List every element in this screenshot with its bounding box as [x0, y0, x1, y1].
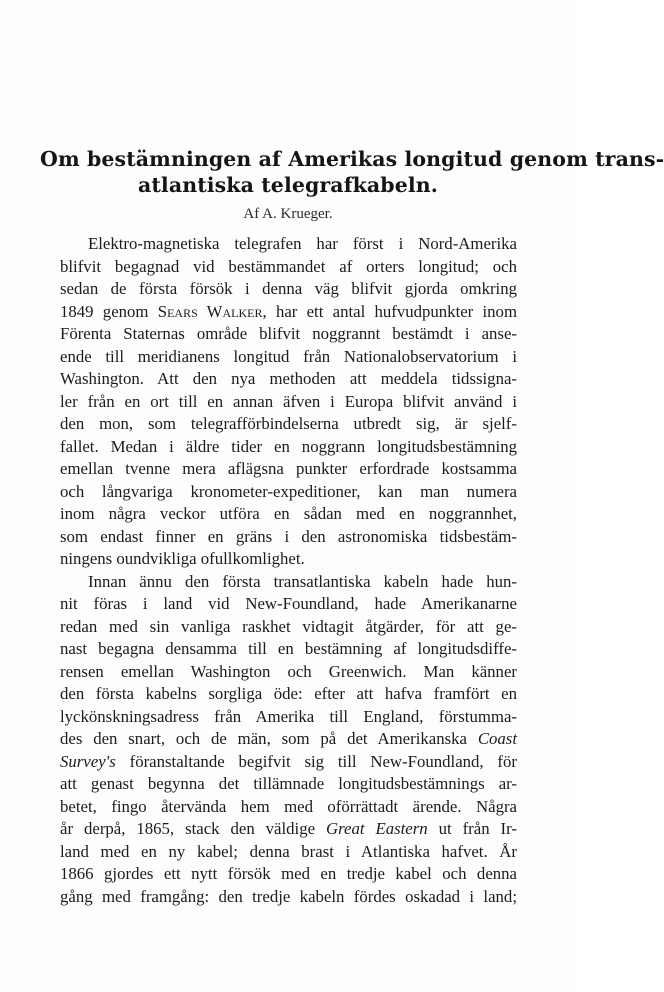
body-line: som endast finner en gräns i den astronomiska tidsbestäm-	[60, 526, 517, 546]
body-line: att genast begynna det tillämnade longitudsbestämnings ar-	[60, 774, 517, 793]
author-name-smallcaps: Sears Walker	[157, 301, 263, 321]
body-line: ende till meridianens longitud från Nationalobservatorium i	[60, 346, 517, 366]
body-line: 1866 gjordes ett nytt försök med en tredje kabel och denna	[60, 864, 517, 883]
body-line	[60, 751, 517, 774]
body-line: sedan de första försök i denna väg blifvit gjorda omkring	[60, 279, 517, 298]
body-line: den mon, som telegrafförbindelserna utbredt sig, är sjelf-	[60, 414, 517, 433]
body-line: betet, fingo återvända hem med oförrättadt ärende. Några	[60, 796, 517, 816]
body-line: inom några veckor utföra en sådan med en noggrannhet,	[60, 504, 517, 523]
body-line: land med en ny kabel; denna brast i Atlantiska hafvet. År	[60, 841, 517, 861]
body-text-segment: , har ett antal hufvudpunkter inom	[262, 301, 518, 321]
body-line: Förenta Staternas område blifvit noggrannt bestämdt i anse-	[60, 324, 517, 343]
body-line: emellan tvenne mera aflägsna punkter erfordrade kostsamma	[60, 459, 517, 478]
body-line: och långvariga kronometer-expeditioner, kan man numera	[60, 481, 517, 501]
author-byline: Af A. Krueger.	[243, 206, 333, 222]
body-text-segment: föranstaltande begifvit sig till New-Foundland, för	[129, 751, 518, 771]
body-line: gång med framgång: den tredje kabeln fördes oskadad i land;	[60, 886, 517, 906]
body-line: fallet. Medan i äldre tider en noggrann longitudsbestämning	[60, 436, 517, 456]
italic-term: Great Eastern	[325, 819, 428, 838]
body-line: rensen emellan Washington och Greenwich. Man känner	[60, 661, 517, 681]
body-line: ler från en ort till en annan äfven i Europa blifvit använd i	[60, 391, 517, 411]
body-line: lyckönskningsadress från Amerika till England, förstumma-	[60, 706, 517, 726]
body-line: Elektro-magnetiska telegrafen har först i Nord-Amerika	[88, 234, 517, 253]
body-line	[60, 728, 517, 751]
body-text-segment: år derpå, 1865, stack den väldige	[60, 819, 316, 838]
body-line	[60, 818, 517, 841]
body-text-segment: des den snart, och de män, som på det Amerikanska	[60, 729, 467, 748]
body-line: den första kabelns sorgliga öde: efter att hafva framfört en	[60, 684, 517, 703]
body-line: Innan ännu den första transatlantiska kabeln hade hun-	[88, 571, 517, 591]
body-line: blifvit begagnad vid bestämmandet af orters longitud; och	[60, 256, 517, 276]
italic-term: Survey's	[60, 751, 116, 771]
body-text-segment: ut från Ir-	[438, 819, 517, 838]
body-line: ningens oundvikliga ofullkomlighet.	[60, 549, 305, 568]
article-body	[60, 233, 517, 908]
italic-term: Coast	[477, 729, 517, 748]
title-line-2: atlantiska telegrafkabeln.	[137, 173, 439, 197]
article-title	[40, 146, 664, 198]
title-line-1: Om bestämningen af Amerikas longitud genom trans-	[40, 147, 664, 171]
body-line: nast begagna densamma till en bestämning af longitudsdiffe-	[60, 639, 517, 658]
body-text-segment: 1849 genom	[60, 301, 149, 321]
body-line: nit föras i land vid New-Foundland, hade Amerikanarne	[60, 594, 517, 613]
body-line	[60, 301, 517, 324]
body-line: Washington. Att den nya methoden att meddela tidssigna-	[60, 369, 517, 388]
body-line: redan med sin vanliga raskhet vidtagit åtgärder, för att ge-	[60, 616, 517, 636]
